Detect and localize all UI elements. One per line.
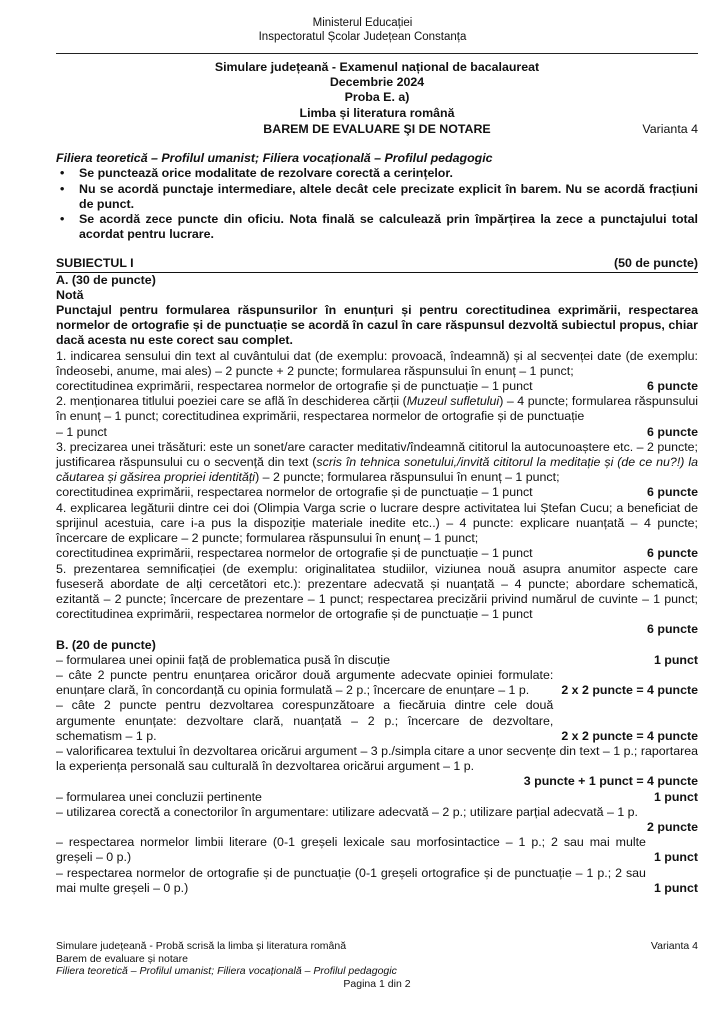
- rules-list: [56, 166, 698, 242]
- rule-item: • Se punctează orice modalitate de rezolvare corectă a cerințelor.: [60, 166, 453, 181]
- subject-1-header: [56, 256, 698, 272]
- item-1: [56, 349, 698, 395]
- criterion-item: – respectarea normelor limbii literare (0-1 greșeli lexicale sau morfosintactice – 1 p.; 2 sau mai multe greșeli – 0 p.) 1 punct: [56, 835, 698, 865]
- footer-barem: Barem de evaluare și notare: [56, 952, 188, 965]
- item-last-line: corectitudinea exprimării, respectarea normelor de ortografie și de punctuație – 1 punct 6 puncte: [56, 485, 698, 500]
- item-last-line: [56, 622, 698, 637]
- footer-variant: Varianta 4: [650, 940, 698, 952]
- criterion-item: – respectarea normelor de ortografie și de punctuație (0-1 greșeli ortografice și de punctuație – 1 p.; 2 sau mai multe greșeli – 0 p.) 1 punct: [56, 865, 698, 895]
- criterion-points: 3 puncte + 1 punct = 4 puncte: [523, 774, 698, 789]
- item-2: [56, 394, 698, 440]
- item-last-line: corectitudinea exprimării, respectarea normelor de ortografie și de punctuație – 1 punct 6 puncte: [56, 546, 698, 561]
- criterion-item: – câte 2 puncte pentru enunțarea oricăror două argumente adecvate opiniei formulate: enunțare clară, în concordanță cu opinia formulată – 2 p.; încercare de enunțare – 1 p. 2 x 2 puncte = 4 puncte: [56, 667, 698, 698]
- variant-label: Varianta 4: [642, 121, 698, 136]
- criterion-item: – valorificarea textului în dezvoltarea oricărui argument – 3 p./simpla citare a unor secvențe din text – 1 p.; raportarea la experiența personală sau culturală în dezvoltarea oricărui argument – 1 p. 3 puncte + 1 punct = 4 puncte: [56, 743, 698, 789]
- criterion-points: 2 puncte: [647, 819, 698, 834]
- item-4: [56, 501, 698, 562]
- criterion-item: – utilizarea corectă a conectorilor în argumentare: utilizare adecvată – 2 p.; utilizare parțial adecvată – 1 p. 2 puncte: [56, 804, 698, 834]
- page-footer: [56, 940, 698, 990]
- exam-date: Decembrie 2024: [329, 75, 425, 90]
- rule-item: • Se acordă zece puncte din oficiu. Nota finală se calculează prin împărțirea la zece a punctajului total acordat pentru lucrare.: [60, 212, 698, 242]
- item-3: [56, 440, 698, 501]
- barem-title: BAREM DE EVALUARE ŞI DE NOTARE: [263, 122, 491, 137]
- exam-subject: Limba și literatura română: [299, 105, 455, 120]
- item-last-line: – 1 punct 6 puncte: [56, 424, 698, 439]
- nota-title: Notă: [56, 287, 84, 302]
- section-a-title: A. (30 de puncte): [56, 272, 156, 287]
- exam-title: Simulare județeană - Examenul național de bacalaureat: [214, 60, 540, 74]
- rule-item: • Nu se acordă punctaje intermediare, altele decât cele precizate explicit în barem. Nu se acordă fracțiuni de punct.: [60, 181, 698, 211]
- criterion-points: 1 punct: [653, 880, 698, 895]
- criterion-points: 1 punct: [653, 652, 698, 667]
- ministry-name: Ministerul Educației: [312, 17, 413, 29]
- exam-proba: Proba E. a): [344, 90, 410, 105]
- document-body: [56, 60, 698, 896]
- page-header: [0, 16, 725, 44]
- item-text: 5. prezentarea semnificației (de exemplu: originalitatea studiilor, viziunea nouă asupra anumitor aspecte care fuseseră abordate de alți cercetători etc.): prezentare adecvată și nuanțată – 4 puncte; abordare schematică, ezitantă – 2 puncte; încercare de prezentare – 1 punct; respectarea precizării privind numărul de cuvinte – 1 punct; corectitudinea exprimării, respectarea normelor de ortografie și de punctuație – 1 punct: [56, 561, 698, 622]
- item-text: 2. menționarea titlului poeziei care se află în deschiderea cărții (Muzeul sufletului) – 4 puncte; formularea răspunsului în enunț – 1 punct; corectitudinea exprimării, respectarea normelor de ortografie și de punctuație: [56, 394, 699, 424]
- criterion-points: 1 punct: [653, 789, 698, 804]
- item-text: 3. precizarea unei trăsături: este un sonet/are caracter meditativ/îndeamnă cititorul la autocunoaștere etc. – 2 puncte; justificarea răspunsului cu o secvență din text (scris în tehnica sonetului,/invită cititorul la meditație și (de ce nu?!) la căutarea și găsirea propriei identități) – 2 puncte; formularea răspunsului în enunț – 1 punct;: [56, 439, 698, 485]
- section-b-list: [56, 653, 698, 896]
- subject-1-points: (50 de puncte): [614, 256, 698, 271]
- bullet-icon: •: [60, 181, 65, 196]
- item-text: 1. indicarea sensului din text al cuvântului dat (de exemplu: provoacă, îndeamnă) și al secvenței date (de exemplu: îndeosebi, anume, mai ales) – 2 puncte + 2 puncte; formularea răspunsului în enunț – 1 punct;: [56, 348, 698, 378]
- footer-exam: Simulare județeană - Probă scrisă la limba și literatura română: [56, 940, 347, 952]
- criterion-points: 2 x 2 puncte = 4 puncte: [561, 728, 698, 743]
- item-text: 4. explicarea legăturii dintre cei doi (Olimpia Varga scrie o lucrare despre activitatea lui Ștefan Cucu; a beneficiat de sprijinul acestuia, care i-a pus la dispoziție materiale inedite etc..) – 4 puncte: explicare nuanțată – 4 puncte; încercare de explicare – 2 puncte; formularea răspunsului în enunț – 1 punct;: [56, 500, 698, 546]
- item-points: 6 puncte: [647, 379, 698, 394]
- item-points: 6 puncte: [647, 546, 698, 561]
- criterion-item: – câte 2 puncte pentru dezvoltarea corespunzătoare a fiecăruia dintre cele două argumente enunțate: dezvoltare clară, nuanțată – 2 p.; încercare de dezvoltare, schematism – 1 p. 2 x 2 puncte = 4 puncte: [56, 698, 698, 743]
- filiera-line: Filiera teoretică – Profilul umanist; Filiera vocațională – Profilul pedagogic: [56, 151, 493, 166]
- item-last-line: corectitudinea exprimării, respectarea normelor de ortografie și de punctuație – 1 punct 6 puncte: [56, 379, 698, 394]
- item-5: [56, 562, 698, 638]
- item-points: 6 puncte: [647, 424, 698, 439]
- bullet-icon: •: [60, 212, 65, 227]
- criterion-points: 2 x 2 puncte = 4 puncte: [561, 683, 698, 698]
- page-number: Pagina 1 din 2: [343, 977, 411, 990]
- section-b-title: B. (20 de puncte): [56, 637, 156, 652]
- inspectorate-name: Inspectoratul Școlar Județean Constanța: [258, 31, 467, 43]
- header-divider: [56, 53, 698, 54]
- item-points: 6 puncte: [647, 485, 698, 500]
- nota-text: Punctajul pentru formularea răspunsurilor în enunțuri și pentru corectitudinea exprimării, respectarea normelor de ortografie și de punctuație se acordă în cazul în care răspunsul dezvoltă subiectul propus, chiar dacă acesta nu este corect sau complet.: [56, 303, 698, 348]
- criterion-points: 1 punct: [653, 850, 698, 865]
- footer-filiera: Filiera teoretică – Profilul umanist; Filiera vocațională – Profilul pedagogic: [56, 965, 397, 977]
- bullet-icon: •: [60, 166, 65, 181]
- item-points: 6 puncte: [647, 622, 698, 637]
- criterion-item: – formularea unei concluzii pertinente 1 punct: [56, 789, 698, 804]
- criterion-item: – formularea unei opinii față de problematica pusă în discuție 1 punct: [56, 652, 698, 667]
- subject-1-title: SUBIECTUL I: [56, 256, 134, 271]
